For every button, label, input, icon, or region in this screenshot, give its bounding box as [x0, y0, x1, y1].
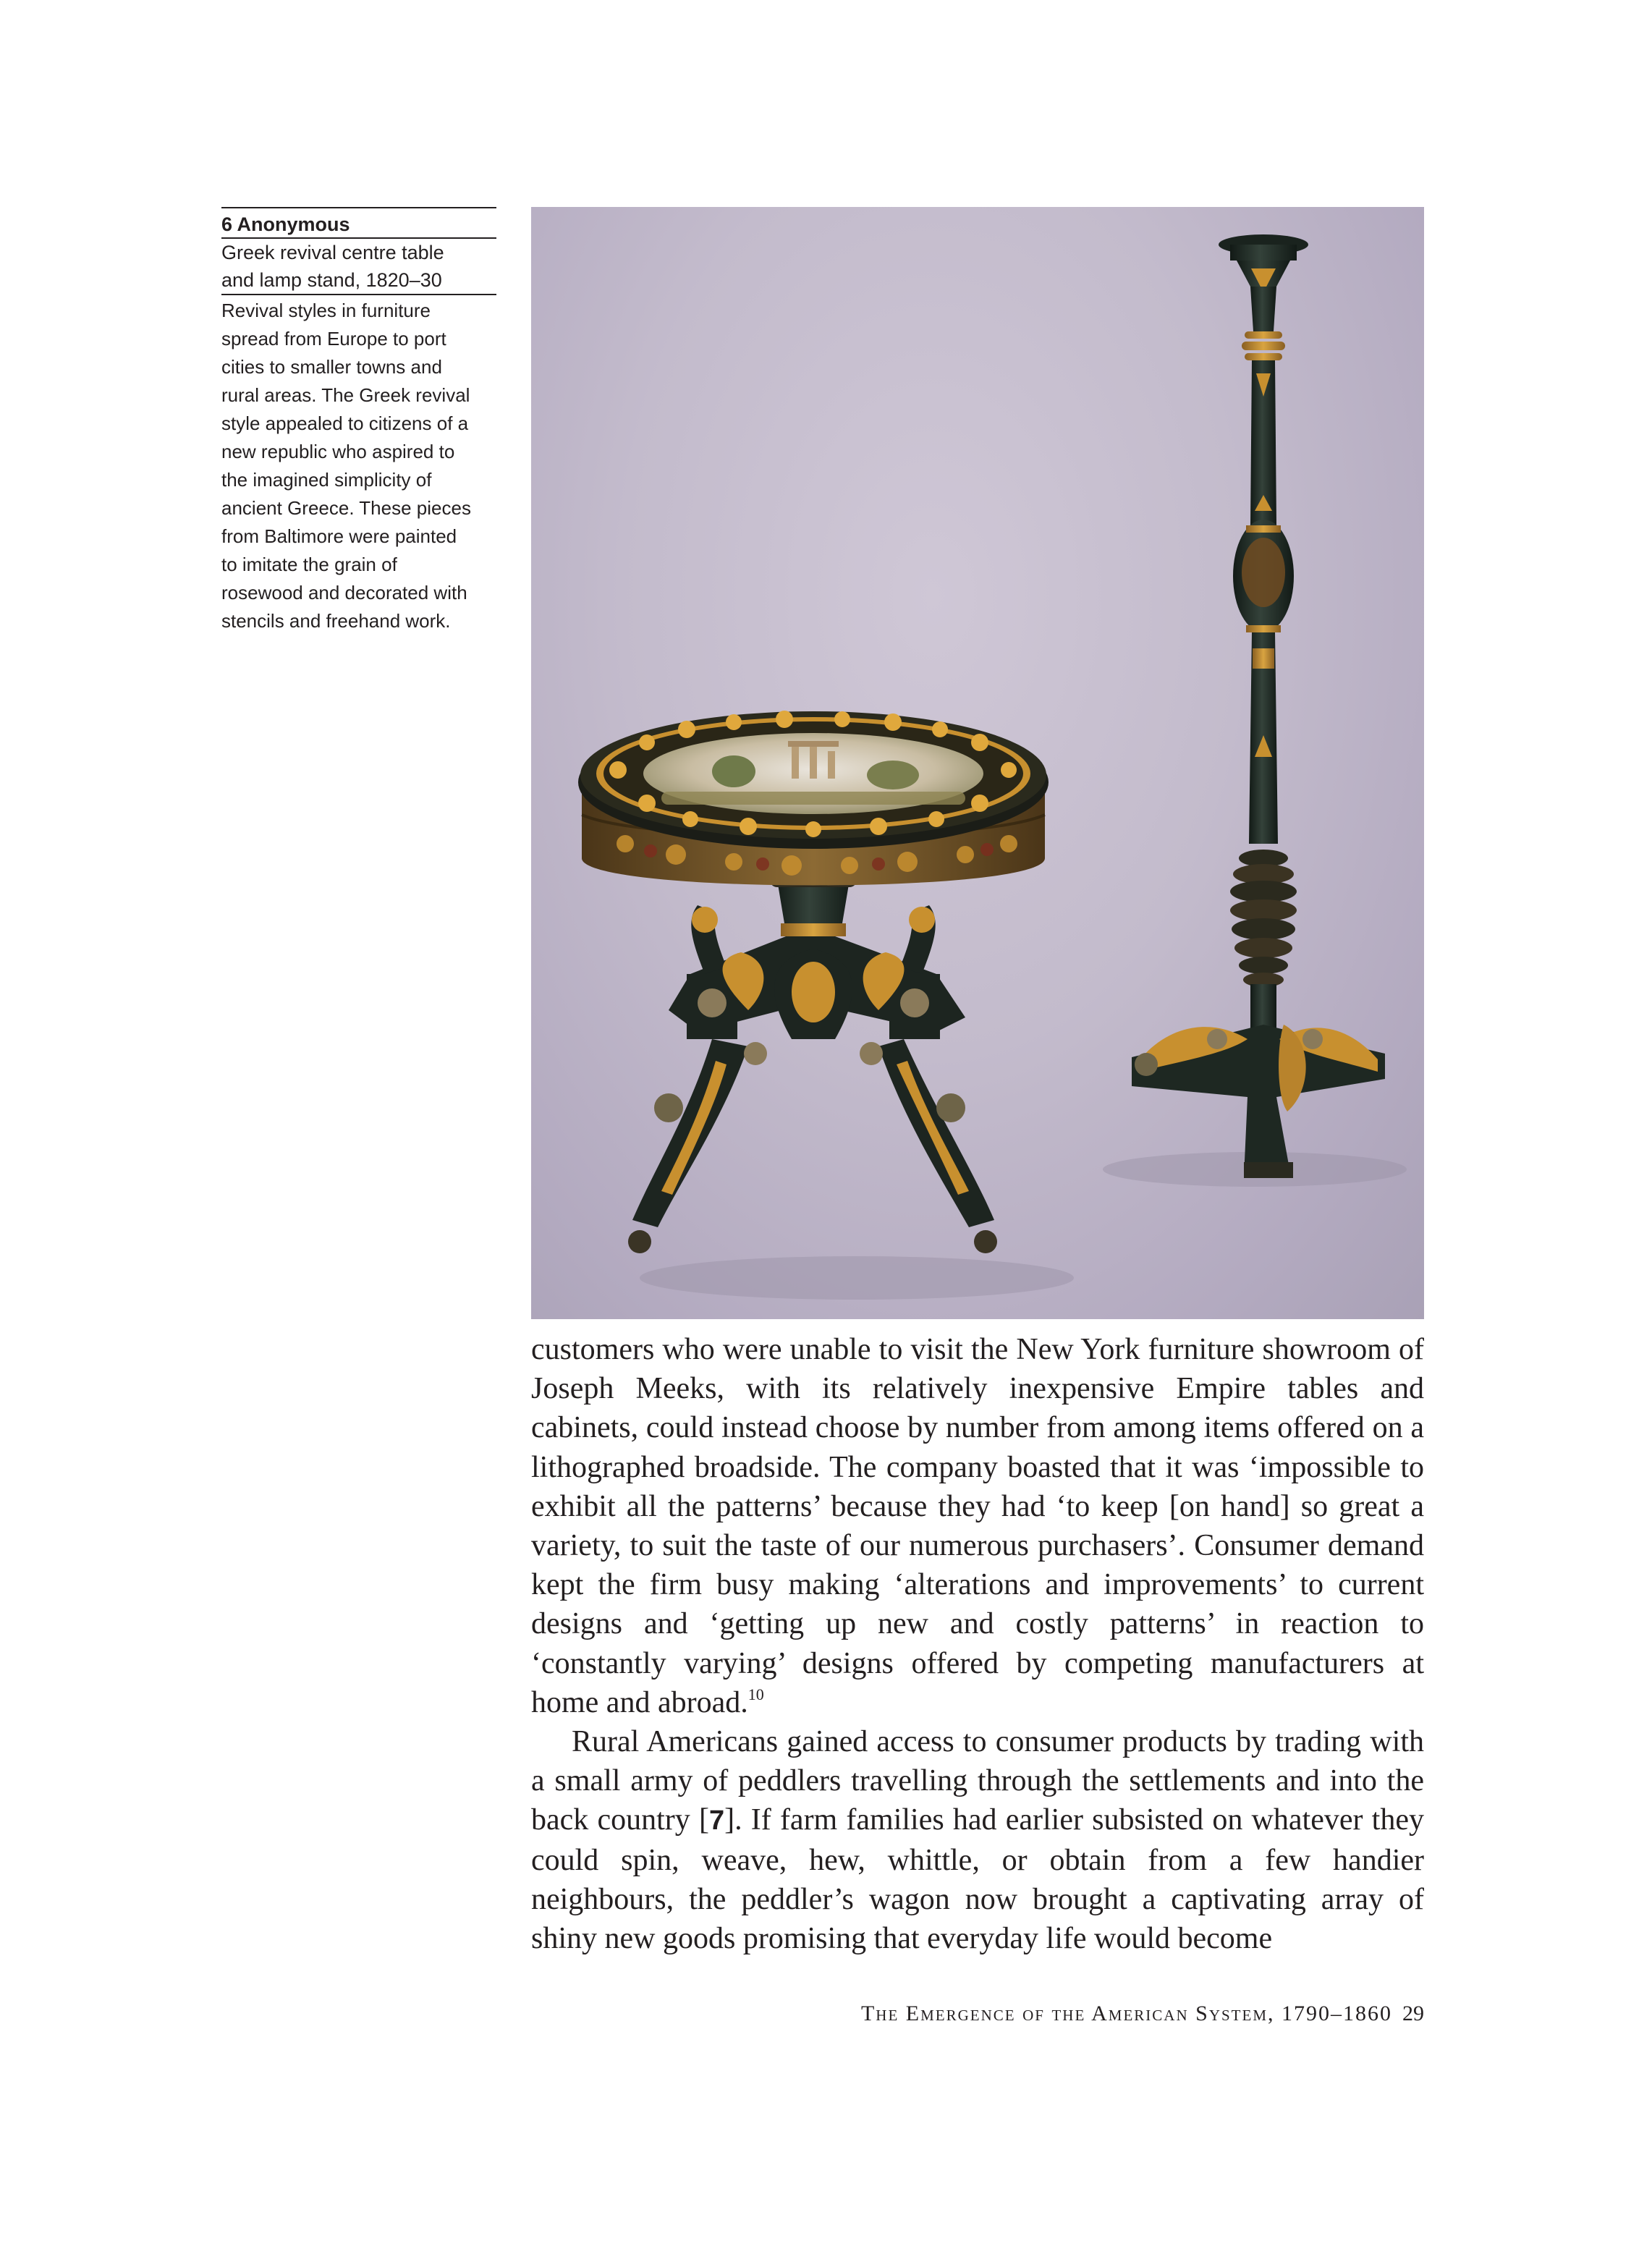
- page-number: 29: [1402, 2002, 1424, 2025]
- centre-table: [578, 711, 1049, 1253]
- figure-caption: [221, 207, 496, 635]
- caption-number-author: 6 Anonymous: [221, 213, 350, 235]
- body-text: [531, 1330, 1424, 1958]
- caption-line: from Baltimore were painted: [221, 525, 457, 547]
- caption-line: spread from Europe to port: [221, 328, 446, 350]
- caption-line: the imagined simplicity of: [221, 469, 432, 491]
- caption-line: ancient Greece. These pieces: [221, 497, 471, 519]
- paragraph-text: Rural Americans gained access to consumer products by trading with a small army of peddlers travelling through the settlements and into the back country [: [531, 1725, 1424, 1837]
- caption-line: stencils and freehand work.: [221, 610, 451, 632]
- lamp-stand: [1132, 234, 1385, 1178]
- caption-line: rosewood and decorated with: [221, 582, 467, 603]
- figure-reference: 7: [708, 1805, 725, 1837]
- caption-body: [221, 295, 496, 635]
- footnote-reference: 10: [747, 1685, 764, 1703]
- body-paragraph: [531, 1330, 1424, 1722]
- paragraph-text: ]. If farm families had earlier subsisted on whatever they could spin, weave, hew, whittle, or obtain from a few handier neighbours, the peddler’s wagon now brought a captivating array of shiny new goods promising that everyday life would become: [531, 1803, 1424, 1956]
- caption-line: to imitate the grain of: [221, 554, 397, 575]
- caption-line: rural areas. The Greek revival: [221, 384, 470, 406]
- furniture-photograph: [531, 207, 1424, 1319]
- caption-title-line-2: and lamp stand, 1820–30: [221, 269, 442, 291]
- caption-line: cities to smaller towns and: [221, 356, 442, 378]
- running-head: The Emergence of the American System, 1790–1860: [860, 2002, 1392, 2025]
- running-footer: [724, 2002, 1424, 2026]
- caption-line: Revival styles in furniture: [221, 300, 431, 321]
- body-paragraph: [531, 1722, 1424, 1958]
- caption-line: new republic who aspired to: [221, 441, 455, 462]
- furniture-illustration: [531, 207, 1424, 1319]
- paragraph-text: customers who were unable to visit the New York furniture showroom of Joseph Meeks, with its relatively inexpensive Empire tables and cabinets, could instead choose by number from among items offered on a lithographed broadside. The company boasted that it was ‘impossible to exhibit all the patterns’ because they had ‘to keep [on hand] so great a variety, to suit the taste of our numerous purchasers’. Consumer demand kept the firm busy making ‘alterations and improvements’ to current designs and ‘getting up new and costly patterns’ in reaction to ‘constantly varying’ designs offered by competing manufacturers at home and abroad.: [531, 1333, 1424, 1719]
- caption-title-line-1: Greek revival centre table: [221, 242, 444, 263]
- caption-line: style appealed to citizens of a: [221, 412, 469, 434]
